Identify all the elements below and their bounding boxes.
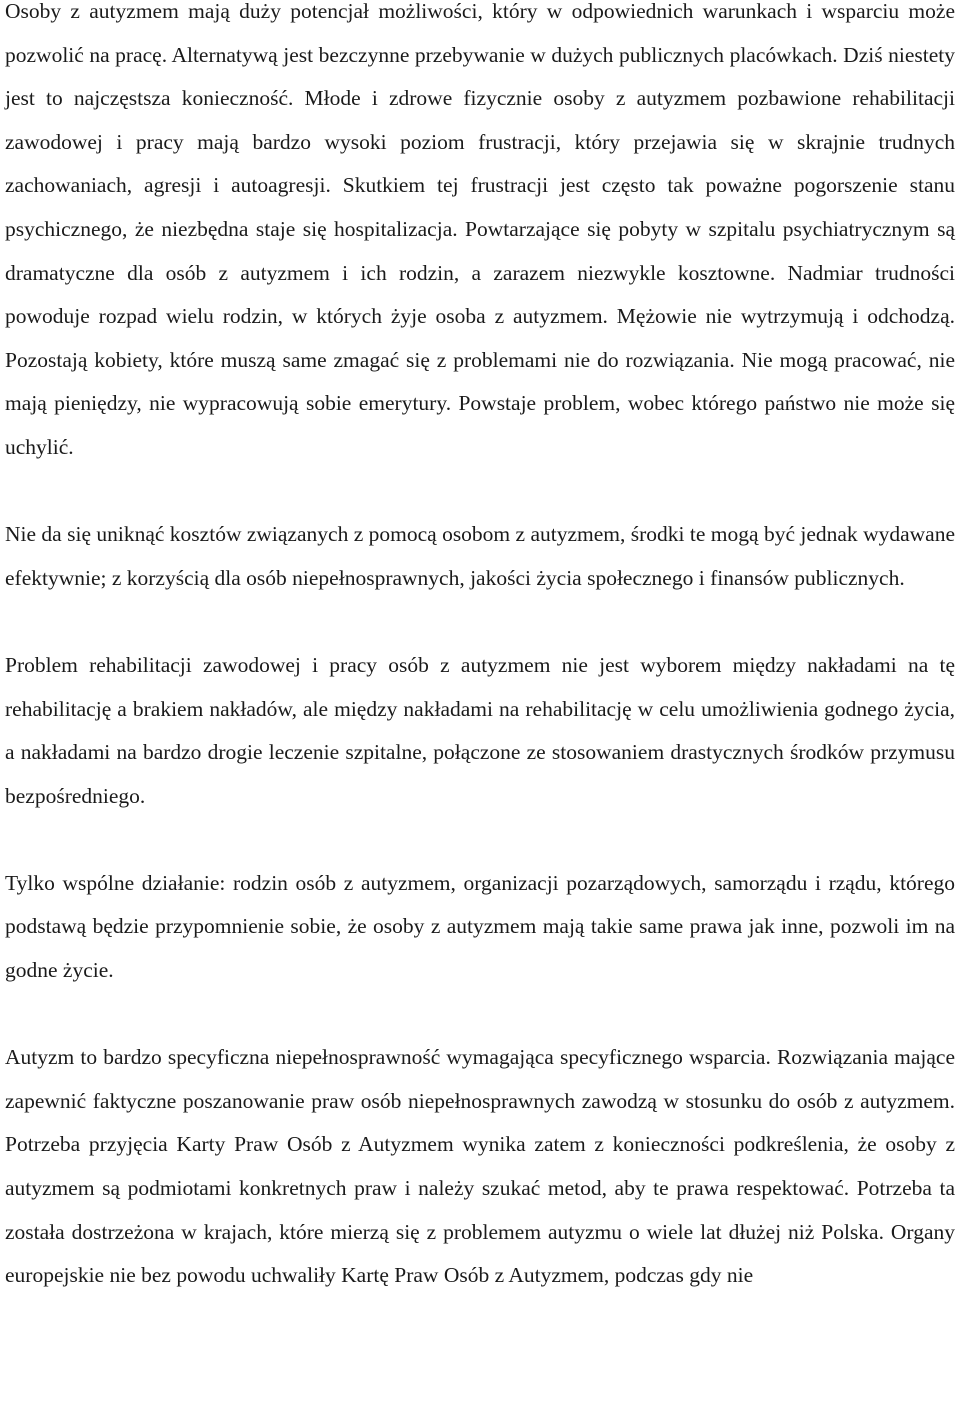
paragraph-joint-action: Tylko wspólne działanie: rodzin osób z autyzmem, organizacji pozarządowych, samorządu i rządu, którego podstawą będzie przypomnienie sobie, że osoby z autyzmem mają takie same prawa jak inne, pozwoli im na godne życie. — [5, 870, 955, 983]
paragraph-costs: Nie da się uniknąć kosztów związanych z pomocą osobom z autyzmem, środki te mogą być jednak wydawane efektywnie; z korzyścią dla osób niepełnosprawnych, jakości życia społecznego i finansów publicznych. — [5, 522, 955, 590]
paragraph-autism-charter: Autyzm to bardzo specyficzna niepełnosprawność wymagająca specyficznego wsparcia. Rozwiązania mające zapewnić faktyczne poszanowanie praw osób niepełnosprawnych zawodzą w stosunku do osób z autyzmem. Potrzeba przyjęcia Karty Praw Osób z Autyzmem wynika zatem z konieczności podkreślenia, że osoby z autyzmem są podmiotami konkretnych praw i należy szukać metod, aby te prawa respektować. Potrzeba ta została dostrzeżona w krajach, które mierzą się z problemem autyzmu o wiele lat dłużej niż Polska. Organy europejskie nie bez powodu uchwaliły Kartę Praw Osób z Autyzmem, podczas gdy nie — [5, 1045, 955, 1288]
paragraph-work-potential: Osoby z autyzmem mają duży potencjał możliwości, który w odpowiednich warunkach i wsparciu może pozwolić na pracę. Alternatywą jest bezczynne przebywanie w dużych publicznych placówkach. Dziś niestety jest to najczęstsza konieczność. Młode i zdrowe fizycznie osoby z autyzmem pozbawione rehabilitacji zawodowej i pracy mają bardzo wysoki poziom frustracji, który przejawia się w skrajnie trudnych zachowaniach, agresji i autoagresji. Skutkiem tej frustracji jest często tak poważne pogorszenie stanu psychicznego, że niezbędna staje się hospitalizacja. Powtarzające się pobyty w szpitalu psychiatrycznym są dramatyczne dla osób z autyzmem i ich rodzin, a zarazem niezwykle kosztowne. Nadmiar trudności powoduje rozpad wielu rodzin, w których żyje osoba z autyzmem. Mężowie nie wytrzymują i odchodzą. Pozostają kobiety, które muszą same zmagać się z problemami nie do rozwiązania. Nie mogą pracować, nie mają pieniędzy, nie wypracowują sobie emerytury. Powstaje problem, wobec którego państwo nie może się uchylić. — [5, 0, 955, 459]
paragraph-rehabilitation-problem: Problem rehabilitacji zawodowej i pracy osób z autyzmem nie jest wyborem między nakładami na tę rehabilitację a brakiem nakładów, ale między nakładami na rehabilitację w celu umożliwienia godnego życia, a nakładami na bardzo drogie leczenie szpitalne, połączone ze stosowaniem drastycznych środków przymusu bezpośredniego. — [5, 652, 955, 808]
document-page — [5, 0, 955, 1298]
